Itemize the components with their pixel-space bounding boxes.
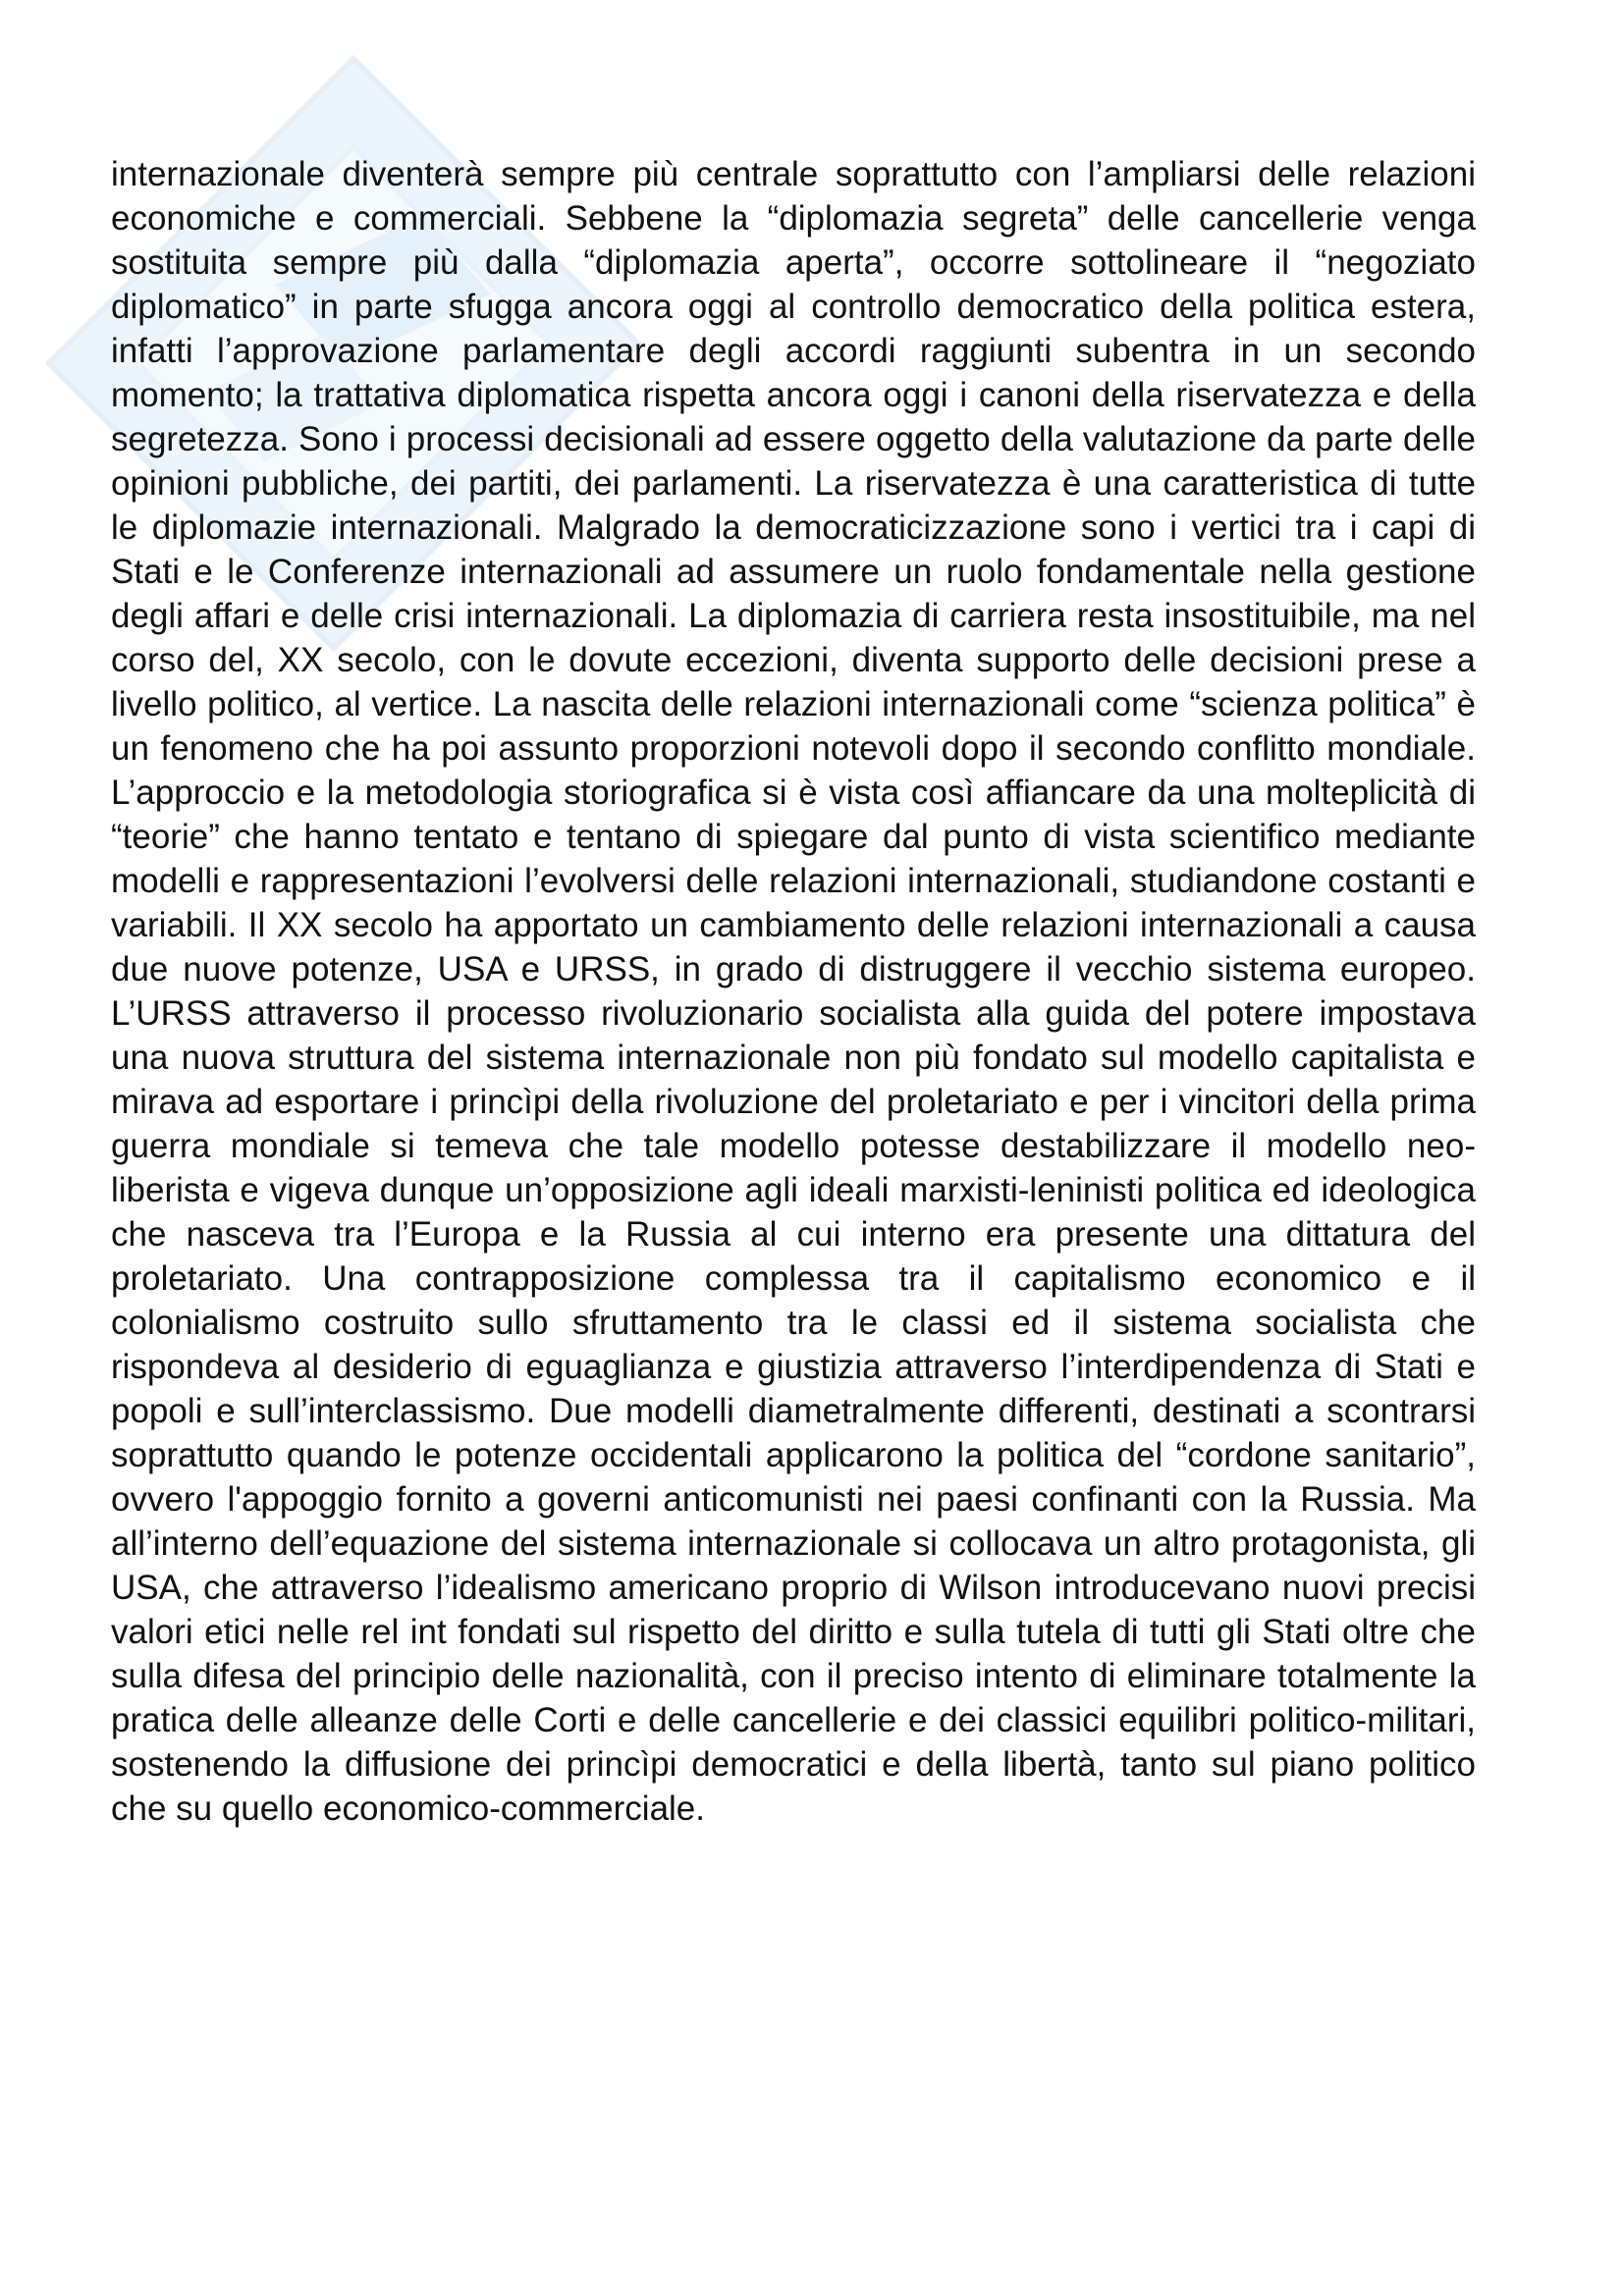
main-paragraph: internazionale diventerà sempre più centrale soprattutto con l’ampliarsi delle relazioni economiche e commerciali. Sebbene la “diplomazia segreta” delle cancellerie venga sostituita sempre più dalla “diplomazia aperta”, occorre sottolineare il “negoziato diplomatico” in parte sfugga ancora oggi al controllo democratico della politica estera, infatti l’approvazione parlamentare degli accordi raggiunti subentra in un secondo momento; la trattativa diplomatica rispetta ancora oggi i canoni della riservatezza e della segretezza. Sono i processi decisionali ad essere oggetto della valutazione da parte delle opinioni pubbliche, dei partiti, dei parlamenti. La riservatezza è una caratteristica di tutte le diplomazie internazionali. Malgrado la democraticizzazione sono i vertici tra i capi di Stati e le Conferenze internazionali ad assumere un ruolo fondamentale nella gestione degli affari e delle crisi internazionali. La diplomazia di carriera resta insostituibile, ma nel corso del, XX secolo, con le dovute eccezioni, diventa supporto delle decisioni prese a livello politico, al vertice. La nascita delle relazioni internazionali come “scienza politica” è un fenomeno che ha poi assunto proporzioni notevoli dopo il secondo conflitto mondiale. L’approccio e la metodologia storiografica si è vista così affiancare da una molteplicità di “teorie” che hanno tentato e tentano di spiegare dal punto di vista scientifico mediante modelli e rappresentazioni l’evolversi delle relazioni internazionali, studiandone costanti e variabili. Il XX secolo ha apportato un cambiamento delle relazioni internazionali a causa due nuove potenze, USA e URSS, in grado di distruggere il vecchio sistema europeo. L’URSS attraverso il processo rivoluzionario socialista alla guida del potere impostava una nuova struttura del sistema internazionale non più fondato sul modello capitalista e mirava ad esportare i princìpi della rivoluzione del proletariato e per i vincitori della prima guerra mondiale si temeva che tale modello potesse destabilizzare il modello neo-liberista e vigeva dunque un’opposizione agli ideali marxisti-leninisti politica ed ideologica che nasceva tra l’Europa e la Russia al cui interno era presente una dittatura del proletariato. Una contrapposizione complessa tra il capitalismo economico e il colonialismo costruito sullo sfruttamento tra le classi ed il sistema socialista che rispondeva al desiderio di eguaglianza e giustizia attraverso l’interdipendenza di Stati e popoli e sull’interclassismo. Due modelli diametralmente differenti, destinati a scontrarsi soprattutto quando le potenze occidentali applicarono la politica del “cordone sanitario”, ovvero l'appoggio fornito a governi anticomunisti nei paesi confinanti con la Russia. Ma all’interno dell’equazione del sistema internazionale si collocava un altro protagonista, gli USA, che attraverso l’idealismo americano proprio di Wilson introducevano nuovi precisi valori etici nelle rel int fondati sul rispetto del diritto e sulla tutela di tutti gli Stati oltre che sulla difesa del principio delle nazionalità, con il preciso intento di eliminare totalmente la pratica delle alleanze delle Corti e delle cancellerie e dei classici equilibri politico-militari, sostenendo la diffusione dei princìpi democratici e della libertà, tanto sul piano politico che su quello economico-commerciale. xyxy=(111,155,1476,1828)
